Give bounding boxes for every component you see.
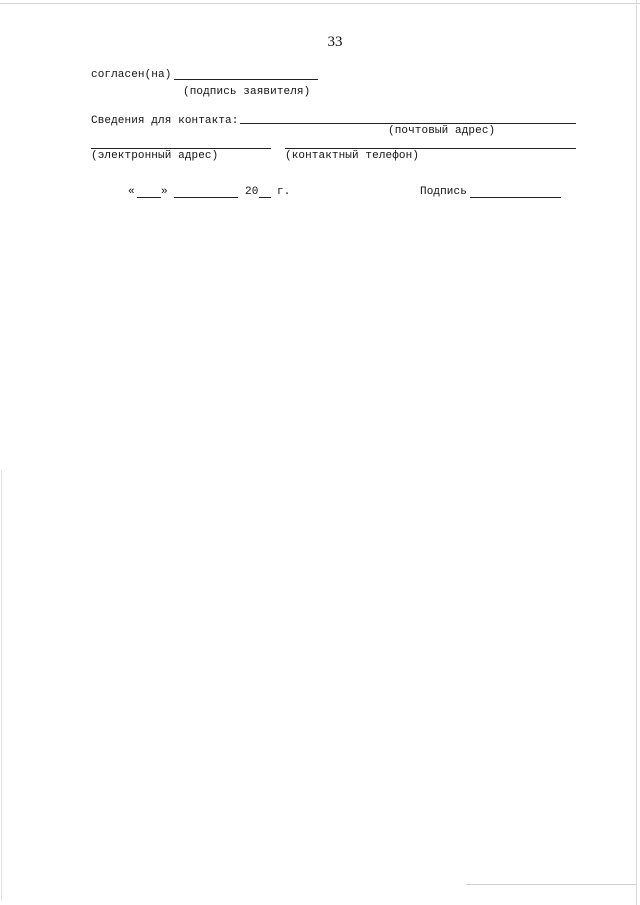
- scan-edge-right: [636, 0, 637, 905]
- signature-label: Подпись: [420, 186, 467, 198]
- applicant-signature-line[interactable]: [174, 79, 318, 80]
- date-year-line[interactable]: [259, 197, 271, 198]
- applicant-signature-caption: (подпись заявителя): [183, 86, 311, 98]
- contact-phone-caption: (контактный телефон): [285, 150, 420, 162]
- date-year-prefix: 20: [245, 186, 259, 198]
- contact-phone-line[interactable]: [285, 148, 576, 149]
- date-month-line[interactable]: [174, 197, 238, 198]
- date-day-line[interactable]: [137, 197, 161, 198]
- date-open-quote: «: [128, 186, 135, 198]
- page-number: 33: [327, 34, 343, 50]
- scan-edge-top: [0, 3, 640, 4]
- scan-edge-bottom: [466, 884, 636, 885]
- email-address-caption: (электронный адрес): [91, 150, 219, 162]
- postal-address-line[interactable]: [240, 123, 576, 124]
- scan-edge-left: [1, 470, 2, 900]
- date-year-suffix: г.: [277, 186, 291, 198]
- date-close-quote: »: [161, 186, 168, 198]
- email-address-line[interactable]: [91, 148, 271, 149]
- postal-address-caption: (почтовый адрес): [388, 125, 496, 137]
- signature-line[interactable]: [470, 197, 561, 198]
- contact-label: Сведения для контакта:: [91, 115, 239, 127]
- agreement-label: согласен(на): [91, 69, 172, 81]
